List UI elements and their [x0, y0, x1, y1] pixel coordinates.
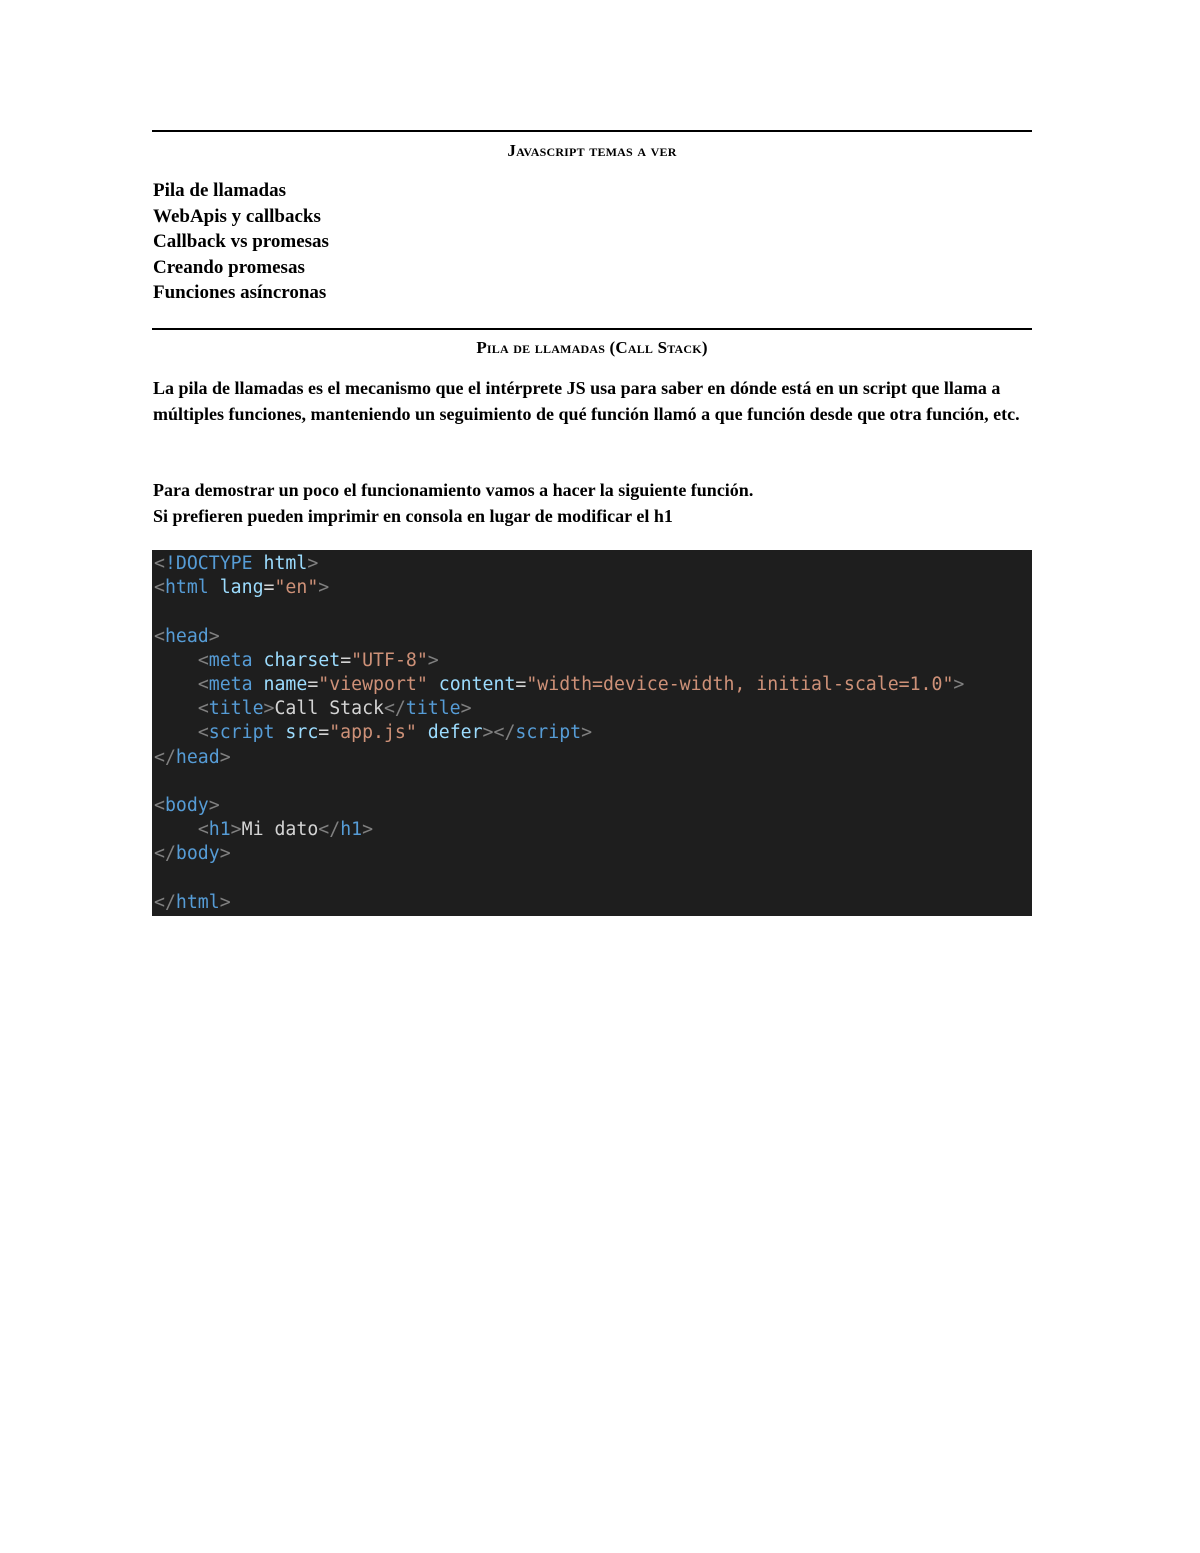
demo-intro [153, 478, 1038, 529]
topic-item: Callback vs promesas [153, 231, 329, 252]
section-heading-topics: Javascript temas a ver [507, 141, 677, 160]
code-text: <!DOCTYPE html> <html lang="en"> <head> <meta charset="UTF-8"> <meta name="viewport" content="width=device-width, initial-scale=1.0"> <title>Call Stack</title> <script src="app.js" defer></script> </head> <body> <h1>Mi dato</h1> </body> </html> [154, 553, 965, 913]
topic-item: Funciones asíncronas [153, 282, 327, 303]
topic-item: Creando promesas [153, 256, 305, 278]
topic-item: WebApis y callbacks [153, 205, 321, 227]
paragraph-2-line-1: Para demostrar un poco el funcionamiento vamos a hacer la siguiente función. [153, 480, 754, 500]
topics-list [153, 178, 329, 306]
code-block [152, 550, 1032, 916]
paragraph-2-line-2: Si prefieren pueden imprimir en consola en lugar de modificar el h1 [153, 505, 673, 526]
top-rule-2 [152, 328, 1032, 330]
topic-item: Pila de llamadas [153, 180, 287, 201]
paragraph-1: La pila de llamadas es el mecanismo que el intérprete JS usa para saber en dónde está en un script que llama a múltiples funciones, manteniendo un seguimiento de qué función llamó a que función desde que otra función, etc. [153, 378, 1020, 424]
call-stack-description [153, 376, 1038, 427]
section-heading-call-stack: Pila de llamadas (Call Stack) [476, 338, 708, 357]
top-rule-1 [152, 130, 1032, 132]
